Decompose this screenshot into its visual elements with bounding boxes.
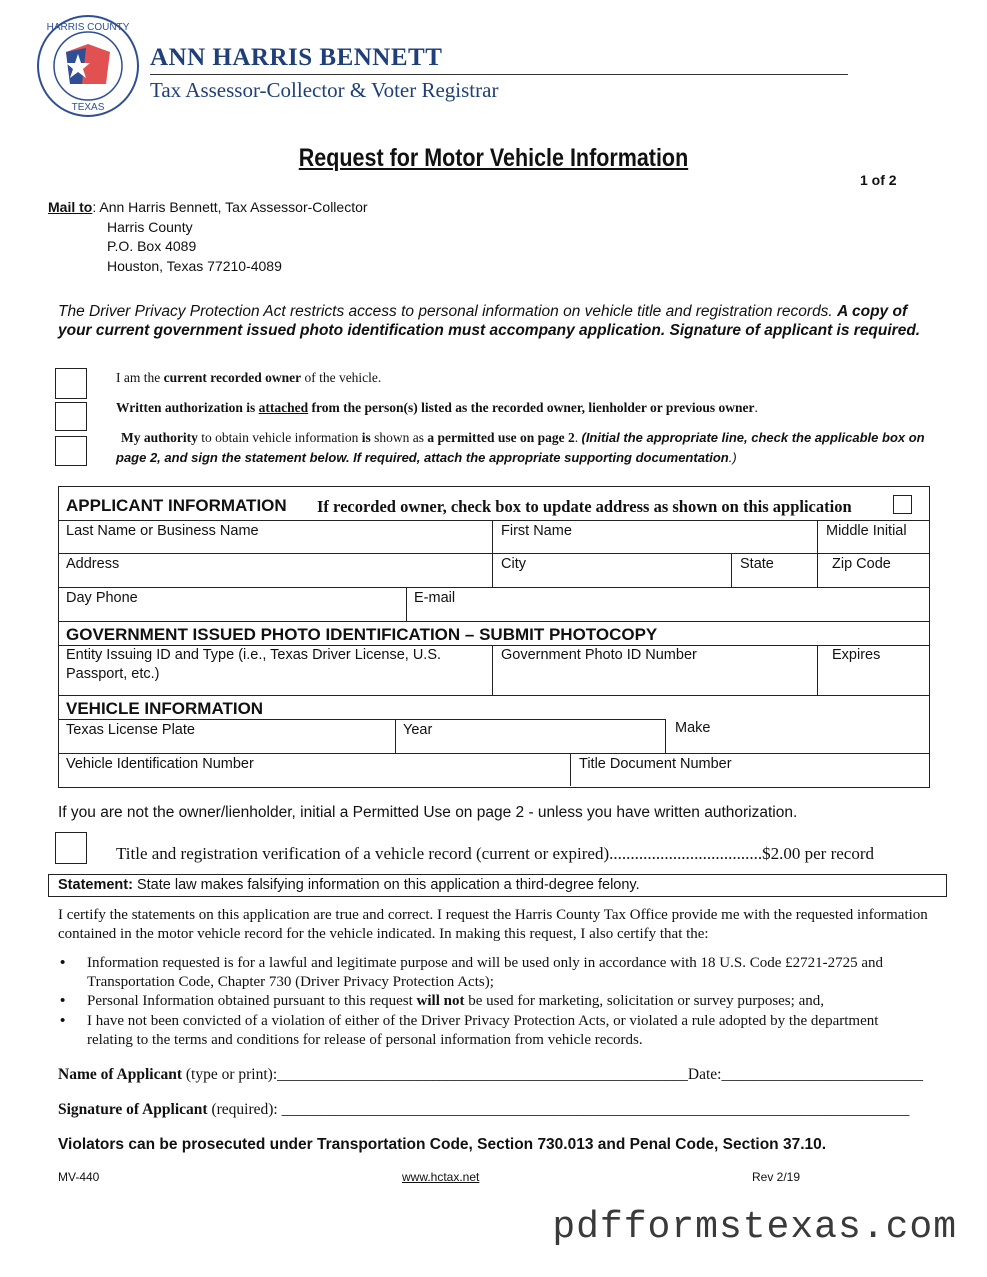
field-id-expires[interactable]: Expires (832, 647, 881, 663)
col-divider (731, 553, 732, 587)
field-vin[interactable]: Vehicle Identification Number (66, 756, 254, 772)
seal-text-bottom: TEXAS (71, 102, 105, 113)
row-divider (58, 753, 929, 754)
field-day-phone[interactable]: Day Phone (66, 590, 138, 606)
field-license-plate[interactable]: Texas License Plate (66, 722, 195, 738)
field-address[interactable]: Address (66, 556, 120, 572)
option-current-owner: I am the current recorded owner of the vehicle. (116, 370, 382, 385)
field-photo-id-number[interactable]: Government Photo ID Number (501, 647, 697, 663)
option-permitted-use: My authority to obtain vehicle information is shown as a permitted use on page 2. (Initial the appropriate line, check the applicable box on page 2, and sign the statement below. If required, attach the appropriate supporting documentation.) (116, 430, 925, 465)
mail-line-4: Houston, Texas 77210-4089 (107, 257, 282, 274)
field-make[interactable]: Make (675, 720, 711, 736)
applicant-name-line[interactable]: _____________________________________________________ (277, 1066, 688, 1083)
certify-bullet-1: Information requested is for a lawful and legitimate purpose and will be used only in accordance with 18 U.S. Code £2721-2725 and Transportation Code, Chapter 730 (Driver Privacy Protection Acts); (87, 955, 884, 990)
update-address-note: If recorded owner, check box to update address as shown on this application (317, 497, 852, 516)
mail-to-label: Mail to (48, 199, 93, 215)
permitted-use-note: If you are not the owner/lienholder, initial a Permitted Use on page 2 - unless you have written authorization. (58, 804, 798, 821)
statement-label: Statement: (58, 877, 133, 893)
row-divider (58, 587, 929, 588)
date-line[interactable]: __________________________ (721, 1066, 923, 1083)
col-divider (817, 645, 818, 695)
field-email[interactable]: E-mail (414, 590, 456, 606)
privacy-requirement: A copy of your current government issued photo identification must accompany application. Signature of applicant is required. (58, 303, 921, 339)
col-divider (817, 520, 818, 553)
privacy-text: The Driver Privacy Protection Act restricts access to personal information on vehicle title and registration records. (58, 303, 838, 320)
gov-id-heading: GOVERNMENT ISSUED PHOTO IDENTIFICATION – SUBMIT PHOTOCOPY (66, 625, 658, 644)
row-divider (58, 719, 665, 720)
field-year[interactable]: Year (403, 722, 433, 738)
field-zip[interactable]: Zip Code (832, 556, 891, 572)
field-last-name[interactable]: Last Name or Business Name (66, 523, 259, 539)
certify-paragraph: I certify the statements on this application are true and correct. I request the Harris County Tax Office provide me with the requested information contained in the motor vehicle record for the vehicle indicated. In making this request, I also certify that the: (58, 907, 928, 942)
statement-box (48, 874, 947, 897)
checkbox-update-address[interactable] (893, 495, 912, 514)
col-divider (570, 753, 571, 786)
violators-warning: Violators can be prosecuted under Transportation Code, Section 730.013 and Penal Code, Section 37.10. (58, 1136, 827, 1153)
col-divider (817, 553, 818, 587)
mail-line-1: : Ann Harris Bennett, Tax Assessor-Collector (92, 199, 368, 215)
website-link[interactable]: www.hctax.net (402, 1170, 480, 1184)
field-title-document-number[interactable]: Title Document Number (579, 756, 732, 772)
official-name: ANN HARRIS BENNETT (150, 44, 443, 71)
mail-to-address (48, 198, 368, 276)
row-divider (58, 695, 929, 696)
page-indicator: 1 of 2 (860, 172, 897, 188)
seal-text-top: HARRIS COUNTY (46, 22, 130, 33)
form-number: MV-440 (58, 1170, 100, 1184)
row-divider (58, 621, 929, 622)
bullet-dot: • (60, 992, 66, 1009)
vehicle-heading: VEHICLE INFORMATION (66, 699, 264, 718)
header-rule (150, 74, 848, 75)
form-title: Request for Motor Vehicle Information (298, 144, 689, 172)
field-state[interactable]: State (740, 556, 774, 572)
col-divider (665, 719, 666, 753)
option-written-authorization: Written authorization is attached from the person(s) listed as the recorded owner, lienholder or previous owner. (116, 400, 758, 415)
field-middle-initial[interactable]: Middle Initial (826, 523, 907, 539)
col-divider (395, 719, 396, 753)
col-divider (492, 645, 493, 695)
applicant-heading: APPLICANT INFORMATION (66, 496, 287, 515)
official-title: Tax Assessor-Collector & Voter Registrar (150, 78, 499, 102)
mail-line-2: Harris County (107, 218, 193, 235)
field-city[interactable]: City (501, 556, 526, 572)
privacy-notice (58, 302, 938, 340)
checkbox-current-owner[interactable] (55, 368, 87, 399)
statement-text: State law makes falsifying information on this application a third-degree felony. (132, 877, 640, 893)
col-divider (492, 520, 493, 553)
certify-bullet-2: Personal Information obtained pursuant to this request will not be used for marketing, solicitation or survey purposes; and, (87, 993, 824, 1009)
fee-line: Title and registration verification of a vehicle record (current or expired)....................................$2.00 per record (116, 844, 874, 863)
checkbox-title-registration-verification[interactable] (55, 832, 87, 864)
field-id-entity-type[interactable]: Entity Issuing ID and Type (i.e., Texas Driver License, U.S. Passport, etc.) (66, 647, 442, 682)
watermark: pdfformstexas.com (552, 1206, 957, 1249)
harris-county-seal-logo (36, 14, 140, 118)
bullet-dot: • (60, 954, 66, 971)
row-divider (58, 553, 929, 554)
revision-date: Rev 2/19 (752, 1170, 801, 1184)
row-divider (58, 520, 929, 521)
field-first-name[interactable]: First Name (501, 523, 572, 539)
bullet-dot: • (60, 1012, 66, 1029)
checkbox-written-authorization[interactable] (55, 402, 87, 431)
signature-line[interactable]: _________________________________________________________________________________ (281, 1101, 910, 1118)
applicant-name-row: Name of Applicant (type or print):_____________________________________________________Date:__________________________ (58, 1066, 923, 1083)
col-divider (406, 587, 407, 621)
mail-line-3: P.O. Box 4089 (107, 238, 197, 254)
col-divider (492, 553, 493, 587)
checkbox-permitted-use[interactable] (55, 436, 87, 466)
applicant-signature-row: Signature of Applicant (required): _________________________________________________________________________________ (58, 1101, 910, 1118)
certify-bullet-3: I have not been convicted of a violation of either of the Driver Privacy Protection Acts, or violated a rule adopted by the department relating to the terms and conditions for release of personal information from vehicle records. (87, 1013, 879, 1048)
